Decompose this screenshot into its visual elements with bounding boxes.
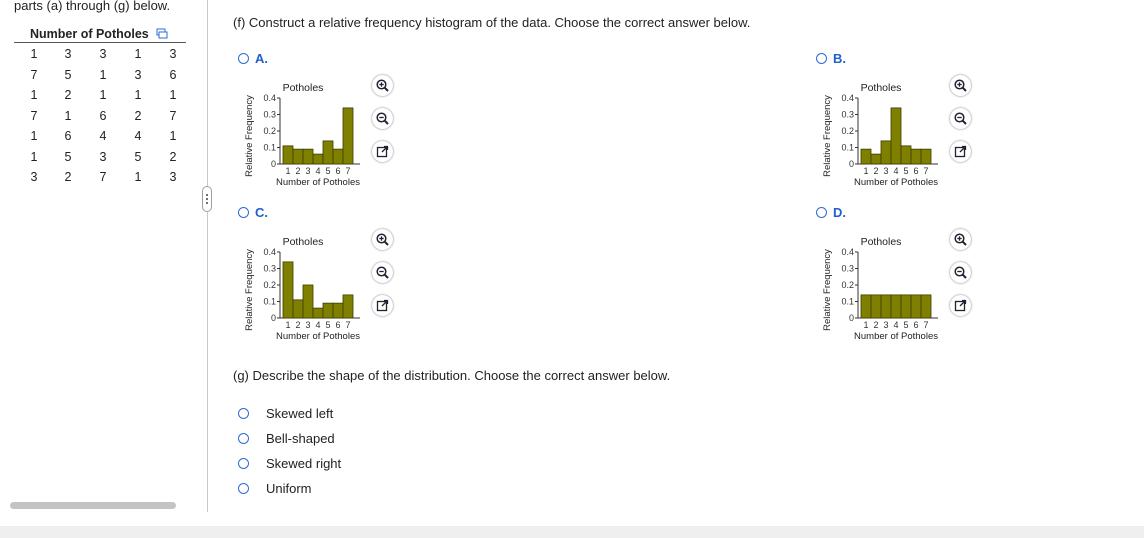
histogram-bar: [871, 295, 881, 318]
histogram-bar: [891, 295, 901, 318]
y-tick-label: 0.1: [841, 142, 854, 153]
table-cell: 4: [134, 129, 142, 143]
x-tick-label: 4: [893, 166, 899, 176]
table-cell: 6: [64, 129, 72, 143]
histogram-svg: [242, 80, 412, 200]
histogram-svg: [242, 234, 412, 354]
option-letter[interactable]: D.: [833, 205, 846, 220]
intro-text: parts (a) through (g) below.: [14, 0, 171, 13]
y-tick-label: 0.4: [263, 247, 276, 257]
option-radio[interactable]: [816, 53, 827, 64]
table-cell: 6: [99, 108, 107, 123]
x-axis-label: Number of Potholes: [276, 331, 360, 342]
y-tick-label: 0.1: [263, 296, 276, 307]
histogram-bar: [871, 154, 881, 164]
table-cell: 7: [30, 67, 38, 82]
y-axis-label: Relative Frequency: [244, 95, 255, 177]
y-tick-label: 0: [270, 313, 276, 323]
option-radio[interactable]: [238, 207, 249, 218]
open-new-window-button[interactable]: [372, 295, 393, 316]
histogram-bar: [921, 149, 931, 164]
chart-title: Potholes: [282, 82, 324, 94]
zoom-out-icon: [954, 266, 967, 279]
x-tick-label: 1: [285, 320, 291, 330]
question-f-text: (f) Construct a relative frequency histogram of the data. Choose the correct answer below.: [233, 15, 751, 30]
table-cell: 1: [169, 88, 177, 102]
zoom-in-button[interactable]: [372, 229, 393, 250]
chart-title: Potholes: [860, 236, 902, 248]
x-axis-label: Number of Potholes: [854, 331, 938, 342]
y-tick-label: 0.1: [841, 296, 854, 307]
y-axis-label: Relative Frequency: [244, 249, 255, 331]
x-tick-label: 5: [903, 320, 909, 330]
y-axis-label: Relative Frequency: [822, 95, 833, 177]
y-tick-label: 0.4: [263, 93, 276, 103]
histogram-bar: [283, 262, 293, 318]
zoom-out-button[interactable]: [950, 108, 971, 129]
shape-option-label[interactable]: Bell-shaped: [266, 431, 335, 446]
x-tick-label: 6: [913, 320, 919, 330]
zoom-in-button[interactable]: [950, 75, 971, 96]
option-letter[interactable]: B.: [833, 51, 846, 66]
table-header-label: Number of Potholes: [30, 27, 149, 41]
x-tick-label: 5: [325, 166, 331, 176]
x-tick-label: 7: [923, 166, 929, 176]
y-tick-label: 0.3: [263, 109, 276, 120]
x-tick-label: 7: [345, 166, 351, 176]
option-letter[interactable]: C.: [255, 205, 268, 220]
shape-option-radio[interactable]: [238, 458, 249, 469]
table-cell: 5: [134, 149, 142, 164]
histogram-svg: [820, 234, 990, 354]
table-cell: 3: [99, 47, 107, 61]
zoom-in-button[interactable]: [950, 229, 971, 250]
histogram-bar: [303, 285, 313, 318]
table-cell: 6: [169, 67, 177, 82]
zoom-in-icon: [954, 79, 967, 92]
x-axis-label: Number of Potholes: [276, 177, 360, 188]
zoom-in-button[interactable]: [372, 75, 393, 96]
histogram-bar: [861, 295, 871, 318]
histogram-svg: [820, 80, 990, 200]
histogram-bar: [323, 303, 333, 318]
x-tick-label: 2: [873, 166, 879, 176]
x-tick-label: 5: [325, 320, 331, 330]
histogram-bar: [303, 149, 313, 164]
histogram-chart: [820, 234, 990, 354]
option-radio[interactable]: [816, 207, 827, 218]
bottom-bar: [0, 526, 1144, 538]
table-cell: 1: [134, 47, 142, 61]
open-new-window-icon: [954, 145, 967, 158]
y-tick-label: 0.4: [841, 93, 854, 103]
zoom-out-icon: [376, 266, 389, 279]
histogram-bar: [293, 149, 303, 164]
open-new-window-icon: [376, 145, 389, 158]
histogram-bar: [881, 141, 891, 164]
x-tick-label: 4: [315, 320, 321, 330]
open-new-window-icon: [954, 299, 967, 312]
y-tick-label: 0: [848, 159, 854, 169]
x-tick-label: 2: [873, 320, 879, 330]
table-cell: 7: [30, 108, 38, 123]
copy-icon[interactable]: [156, 28, 168, 42]
open-new-window-button[interactable]: [372, 141, 393, 162]
zoom-in-icon: [376, 233, 389, 246]
question-g-text: (g) Describe the shape of the distribution. Choose the correct answer below.: [233, 368, 671, 383]
histogram-bar: [901, 295, 911, 318]
option-radio[interactable]: [238, 53, 249, 64]
table-cell: 5: [64, 149, 72, 164]
table-cell: 1: [134, 170, 142, 184]
table-cell: 5: [64, 67, 72, 82]
histogram-bar: [911, 149, 921, 164]
table-cell: 3: [30, 170, 38, 184]
y-tick-label: 0.3: [263, 263, 276, 274]
shape-option-radio[interactable]: [238, 433, 249, 444]
y-tick-label: 0.2: [841, 126, 854, 136]
histogram-bar: [343, 295, 353, 318]
x-tick-label: 2: [295, 166, 301, 176]
table-cell: 1: [30, 47, 38, 61]
histogram-bar: [333, 303, 343, 318]
table-cell: 1: [169, 129, 177, 143]
zoom-out-icon: [376, 112, 389, 125]
shape-option-label[interactable]: Skewed left: [266, 406, 334, 421]
panel-resize-handle[interactable]: [202, 186, 212, 212]
x-tick-label: 2: [295, 320, 301, 330]
histogram-bar: [343, 108, 353, 164]
table-cell: 7: [169, 108, 177, 123]
y-tick-label: 0.2: [263, 126, 276, 136]
histogram-bar: [283, 146, 293, 164]
y-tick-label: 0.4: [841, 247, 854, 257]
x-tick-label: 5: [903, 166, 909, 176]
x-tick-label: 3: [305, 166, 311, 176]
histogram-bar: [293, 300, 303, 318]
table-cell: 1: [99, 88, 107, 102]
table-cell: 7: [99, 170, 107, 184]
x-tick-label: 3: [883, 166, 889, 176]
table-cell: 3: [99, 149, 107, 164]
x-axis-label: Number of Potholes: [854, 177, 938, 188]
x-tick-label: 6: [913, 166, 919, 176]
table-cell: 3: [64, 47, 72, 61]
y-tick-label: 0.3: [841, 263, 854, 274]
chart-title: Potholes: [860, 82, 902, 94]
table-cell: 3: [169, 47, 177, 61]
table-cell: 1: [30, 129, 38, 143]
table-cell: 2: [64, 88, 72, 102]
histogram-bar: [891, 108, 901, 164]
histogram-bar: [323, 141, 333, 164]
y-tick-label: 0.2: [263, 280, 276, 290]
x-tick-label: 4: [315, 166, 321, 176]
shape-option-radio[interactable]: [238, 408, 249, 419]
table-header: [30, 27, 168, 42]
histogram-bar: [901, 146, 911, 164]
open-new-window-icon: [376, 299, 389, 312]
x-tick-label: 6: [335, 166, 341, 176]
histogram-chart: [242, 234, 412, 354]
x-tick-label: 7: [923, 320, 929, 330]
table-cell: 2: [169, 149, 177, 164]
shape-option-radio[interactable]: [238, 483, 249, 494]
shape-option-label[interactable]: Uniform: [266, 481, 312, 496]
x-tick-label: 7: [345, 320, 351, 330]
zoom-in-icon: [954, 233, 967, 246]
panel-divider: [207, 0, 208, 512]
shape-option-label[interactable]: Skewed right: [266, 456, 342, 471]
y-tick-label: 0.2: [841, 280, 854, 290]
histogram-bar: [921, 295, 931, 318]
table-header-rule: [14, 42, 186, 43]
zoom-out-button[interactable]: [372, 108, 393, 129]
histogram-chart: [242, 80, 412, 200]
x-tick-label: 6: [335, 320, 341, 330]
table-cell: 3: [169, 170, 177, 184]
y-axis-label: Relative Frequency: [822, 249, 833, 331]
table-cell: 1: [64, 108, 72, 123]
left-panel-scrollbar[interactable]: [10, 502, 176, 509]
y-tick-label: 0: [270, 159, 276, 169]
zoom-out-button[interactable]: [372, 262, 393, 283]
option-letter[interactable]: A.: [255, 51, 268, 66]
x-tick-label: 1: [863, 320, 869, 330]
x-tick-label: 4: [893, 320, 899, 330]
y-tick-label: 0.3: [841, 109, 854, 120]
histogram-bar: [313, 308, 323, 318]
x-tick-label: 1: [863, 166, 869, 176]
zoom-out-icon: [954, 112, 967, 125]
table-cell: 4: [99, 129, 107, 143]
table-cell: 3: [134, 67, 142, 82]
table-cell: 1: [30, 149, 38, 164]
histogram-bar: [333, 149, 343, 164]
x-tick-label: 1: [285, 166, 291, 176]
table-cell: 1: [99, 67, 107, 82]
table-cell: 2: [64, 170, 72, 184]
x-tick-label: 3: [305, 320, 311, 330]
histogram-chart: [820, 80, 990, 200]
histogram-bar: [861, 149, 871, 164]
table-cell: 2: [134, 108, 142, 123]
open-new-window-button[interactable]: [950, 141, 971, 162]
y-tick-label: 0: [848, 313, 854, 323]
x-tick-label: 3: [883, 320, 889, 330]
histogram-bar: [881, 295, 891, 318]
zoom-out-button[interactable]: [950, 262, 971, 283]
zoom-in-icon: [376, 79, 389, 92]
y-tick-label: 0.1: [263, 142, 276, 153]
histogram-bar: [911, 295, 921, 318]
open-new-window-button[interactable]: [950, 295, 971, 316]
histogram-bar: [313, 154, 323, 164]
table-cell: 1: [134, 88, 142, 102]
table-cell: 1: [30, 88, 38, 102]
chart-title: Potholes: [282, 236, 324, 248]
